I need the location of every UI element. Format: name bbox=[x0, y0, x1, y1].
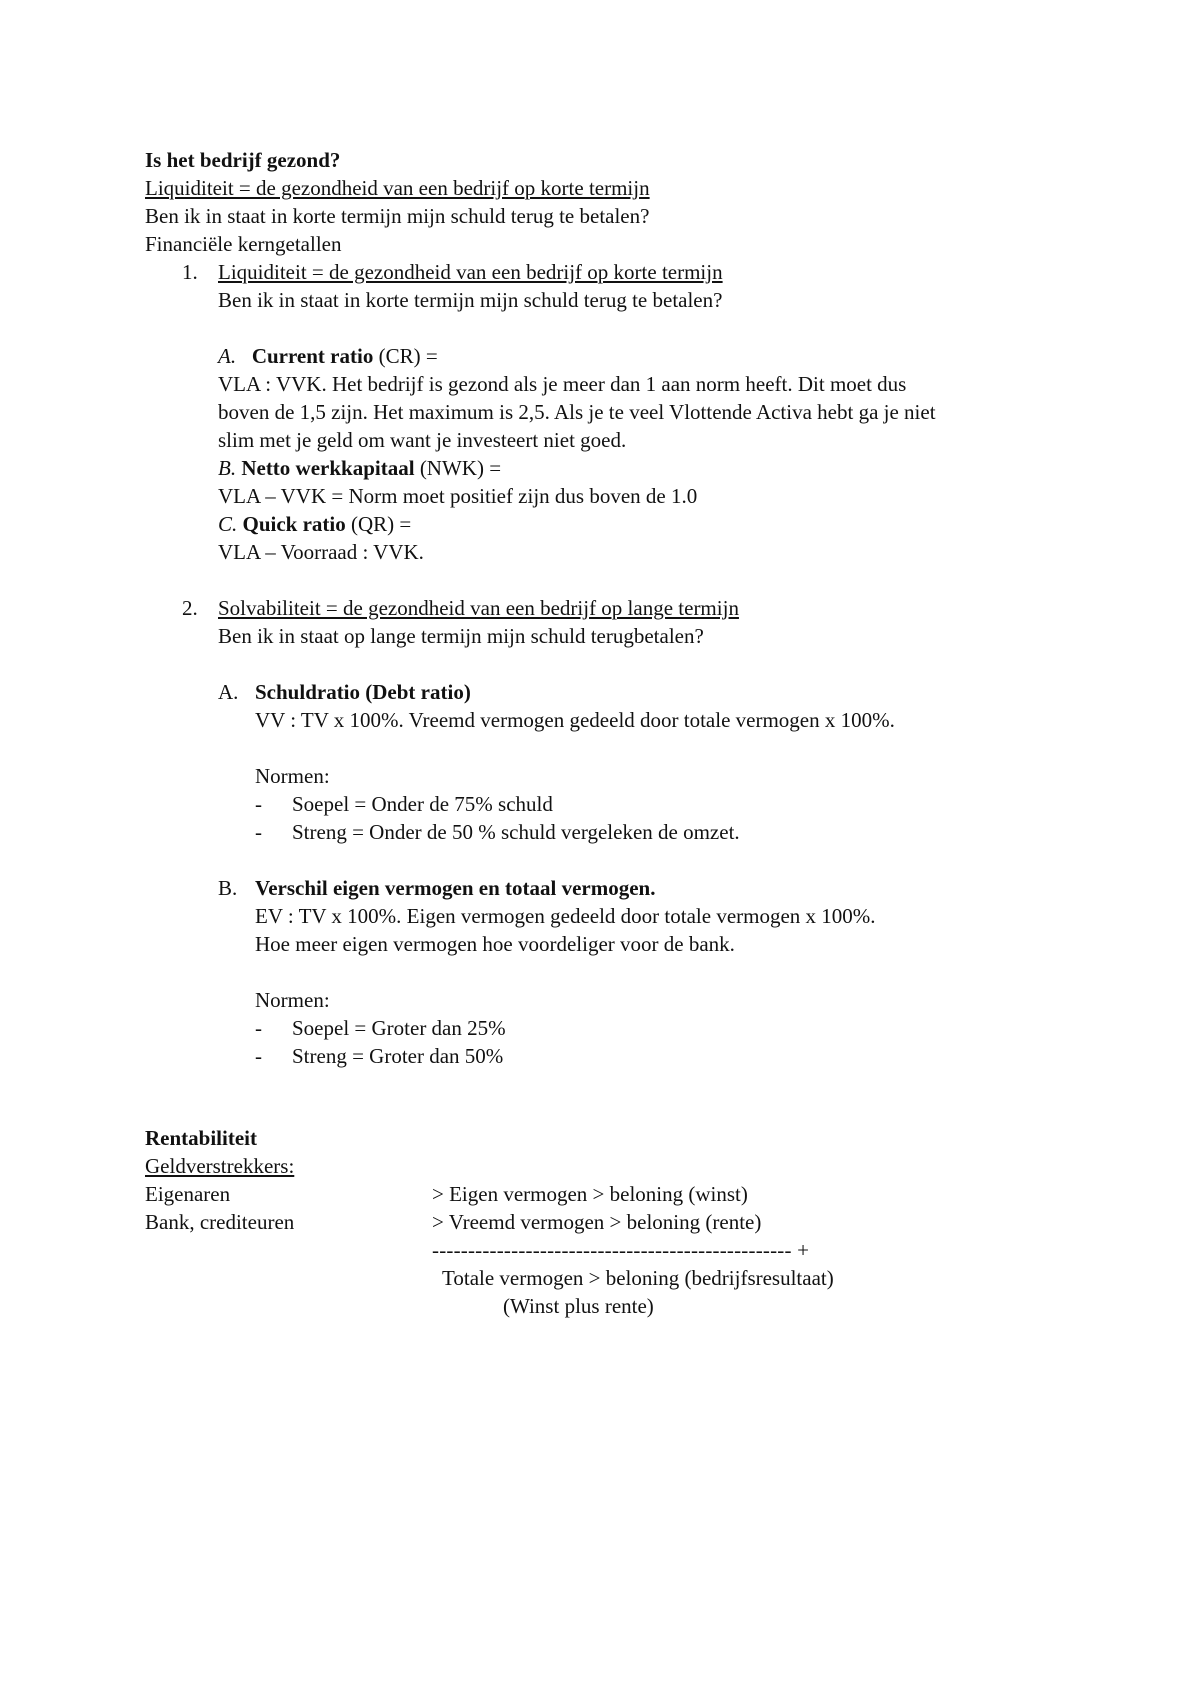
section1-a-heading bbox=[218, 342, 438, 370]
section1-a-line-1: VLA : VVK. Het bedrijf is gezond als je meer dan 1 aan norm heeft. Dit moet dus bbox=[218, 372, 907, 396]
intro-line-2: Ben ik in staat in korte termijn mijn schuld terug te betalen? bbox=[145, 204, 650, 228]
rentabiliteit-row-1-right: > Eigen vermogen > beloning (winst) bbox=[432, 1182, 748, 1206]
section2-b-norm-1-dash: - bbox=[255, 1016, 262, 1040]
section2-a-norm-1: Soepel = Onder de 75% schuld bbox=[292, 792, 553, 816]
section2-a-norm-2: Streng = Onder de 50 % schuld vergeleken de omzet. bbox=[292, 820, 740, 844]
section2-a-norm-1-dash: - bbox=[255, 792, 262, 816]
rentabiliteit-title: Rentabiliteit bbox=[145, 1126, 257, 1150]
section2-b-line-2: Hoe meer eigen vermogen hoe voordeliger voor de bank. bbox=[255, 932, 735, 956]
section1-a-line-2: boven de 1,5 zijn. Het maximum is 2,5. Als je te veel Vlottende Activa hebt ga je niet bbox=[218, 400, 936, 424]
section1-b-title: Netto werkkapitaal bbox=[241, 456, 415, 480]
section1-b-letter: B. bbox=[218, 456, 237, 480]
section2-b-line-1: EV : TV x 100%. Eigen vermogen gedeeld door totale vermogen x 100%. bbox=[255, 904, 876, 928]
section2-a-line: VV : TV x 100%. Vreemd vermogen gedeeld door totale vermogen x 100%. bbox=[255, 708, 895, 732]
intro-line-3: Financiële kerngetallen bbox=[145, 232, 342, 256]
section1-a-letter: A. bbox=[218, 344, 237, 368]
page-heading: Is het bedrijf gezond? bbox=[145, 148, 341, 172]
section1-a-title: Current ratio bbox=[251, 344, 374, 368]
section2-subtitle: Ben ik in staat op lange termijn mijn schuld terugbetalen? bbox=[218, 624, 704, 648]
section2-b-norms-label: Normen: bbox=[255, 988, 330, 1012]
section1-c-suffix: (QR) = bbox=[345, 512, 412, 536]
section1-b-heading bbox=[218, 454, 501, 482]
section1-a-suffix: (CR) = bbox=[373, 344, 438, 368]
section1-title: Liquiditeit = de gezondheid van een bedrijf op korte termijn bbox=[218, 260, 723, 284]
section1-subtitle: Ben ik in staat in korte termijn mijn schuld terug te betalen? bbox=[218, 288, 723, 312]
section1-c-title: Quick ratio bbox=[242, 512, 346, 536]
rentabiliteit-row-1-left: Eigenaren bbox=[145, 1182, 231, 1206]
section1-b-line: VLA – VVK = Norm moet positief zijn dus boven de 1.0 bbox=[218, 484, 698, 508]
section1-c-letter: C. bbox=[218, 512, 238, 536]
section2-a-title: Schuldratio (Debt ratio) bbox=[255, 680, 471, 704]
section1-b-suffix: (NWK) = bbox=[414, 456, 502, 480]
rentabiliteit-divider: -------------------------------------------------- + bbox=[432, 1238, 810, 1262]
section2-b-title: Verschil eigen vermogen en totaal vermogen. bbox=[255, 876, 656, 900]
rentabiliteit-subtitle: Geldverstrekkers: bbox=[145, 1154, 295, 1178]
intro-line-1: Liquiditeit = de gezondheid van een bedrijf op korte termijn bbox=[145, 176, 650, 200]
section2-a-norm-2-dash: - bbox=[255, 820, 262, 844]
section2-a-norms-label: Normen: bbox=[255, 764, 330, 788]
section2-a-letter: A. bbox=[218, 680, 239, 704]
section2-b-norm-2-dash: - bbox=[255, 1044, 262, 1068]
section2-b-norm-2: Streng = Groter dan 50% bbox=[292, 1044, 504, 1068]
section1-a-line-3: slim met je geld om want je investeert niet goed. bbox=[218, 428, 627, 452]
section1-c-heading bbox=[218, 510, 411, 538]
section1-c-line: VLA – Voorraad : VVK. bbox=[218, 540, 424, 564]
section2-number: 2. bbox=[182, 596, 198, 620]
rentabiliteit-row-2-left: Bank, crediteuren bbox=[145, 1210, 295, 1234]
section1-number: 1. bbox=[182, 260, 198, 284]
rentabiliteit-row-2-right: > Vreemd vermogen > beloning (rente) bbox=[432, 1210, 762, 1234]
section2-b-letter: B. bbox=[218, 876, 238, 900]
rentabiliteit-total: Totale vermogen > beloning (bedrijfsresultaat) bbox=[442, 1266, 834, 1290]
section2-b-norm-1: Soepel = Groter dan 25% bbox=[292, 1016, 506, 1040]
rentabiliteit-note: (Winst plus rente) bbox=[503, 1294, 654, 1318]
section2-title: Solvabiliteit = de gezondheid van een bedrijf op lange termijn bbox=[218, 596, 739, 620]
